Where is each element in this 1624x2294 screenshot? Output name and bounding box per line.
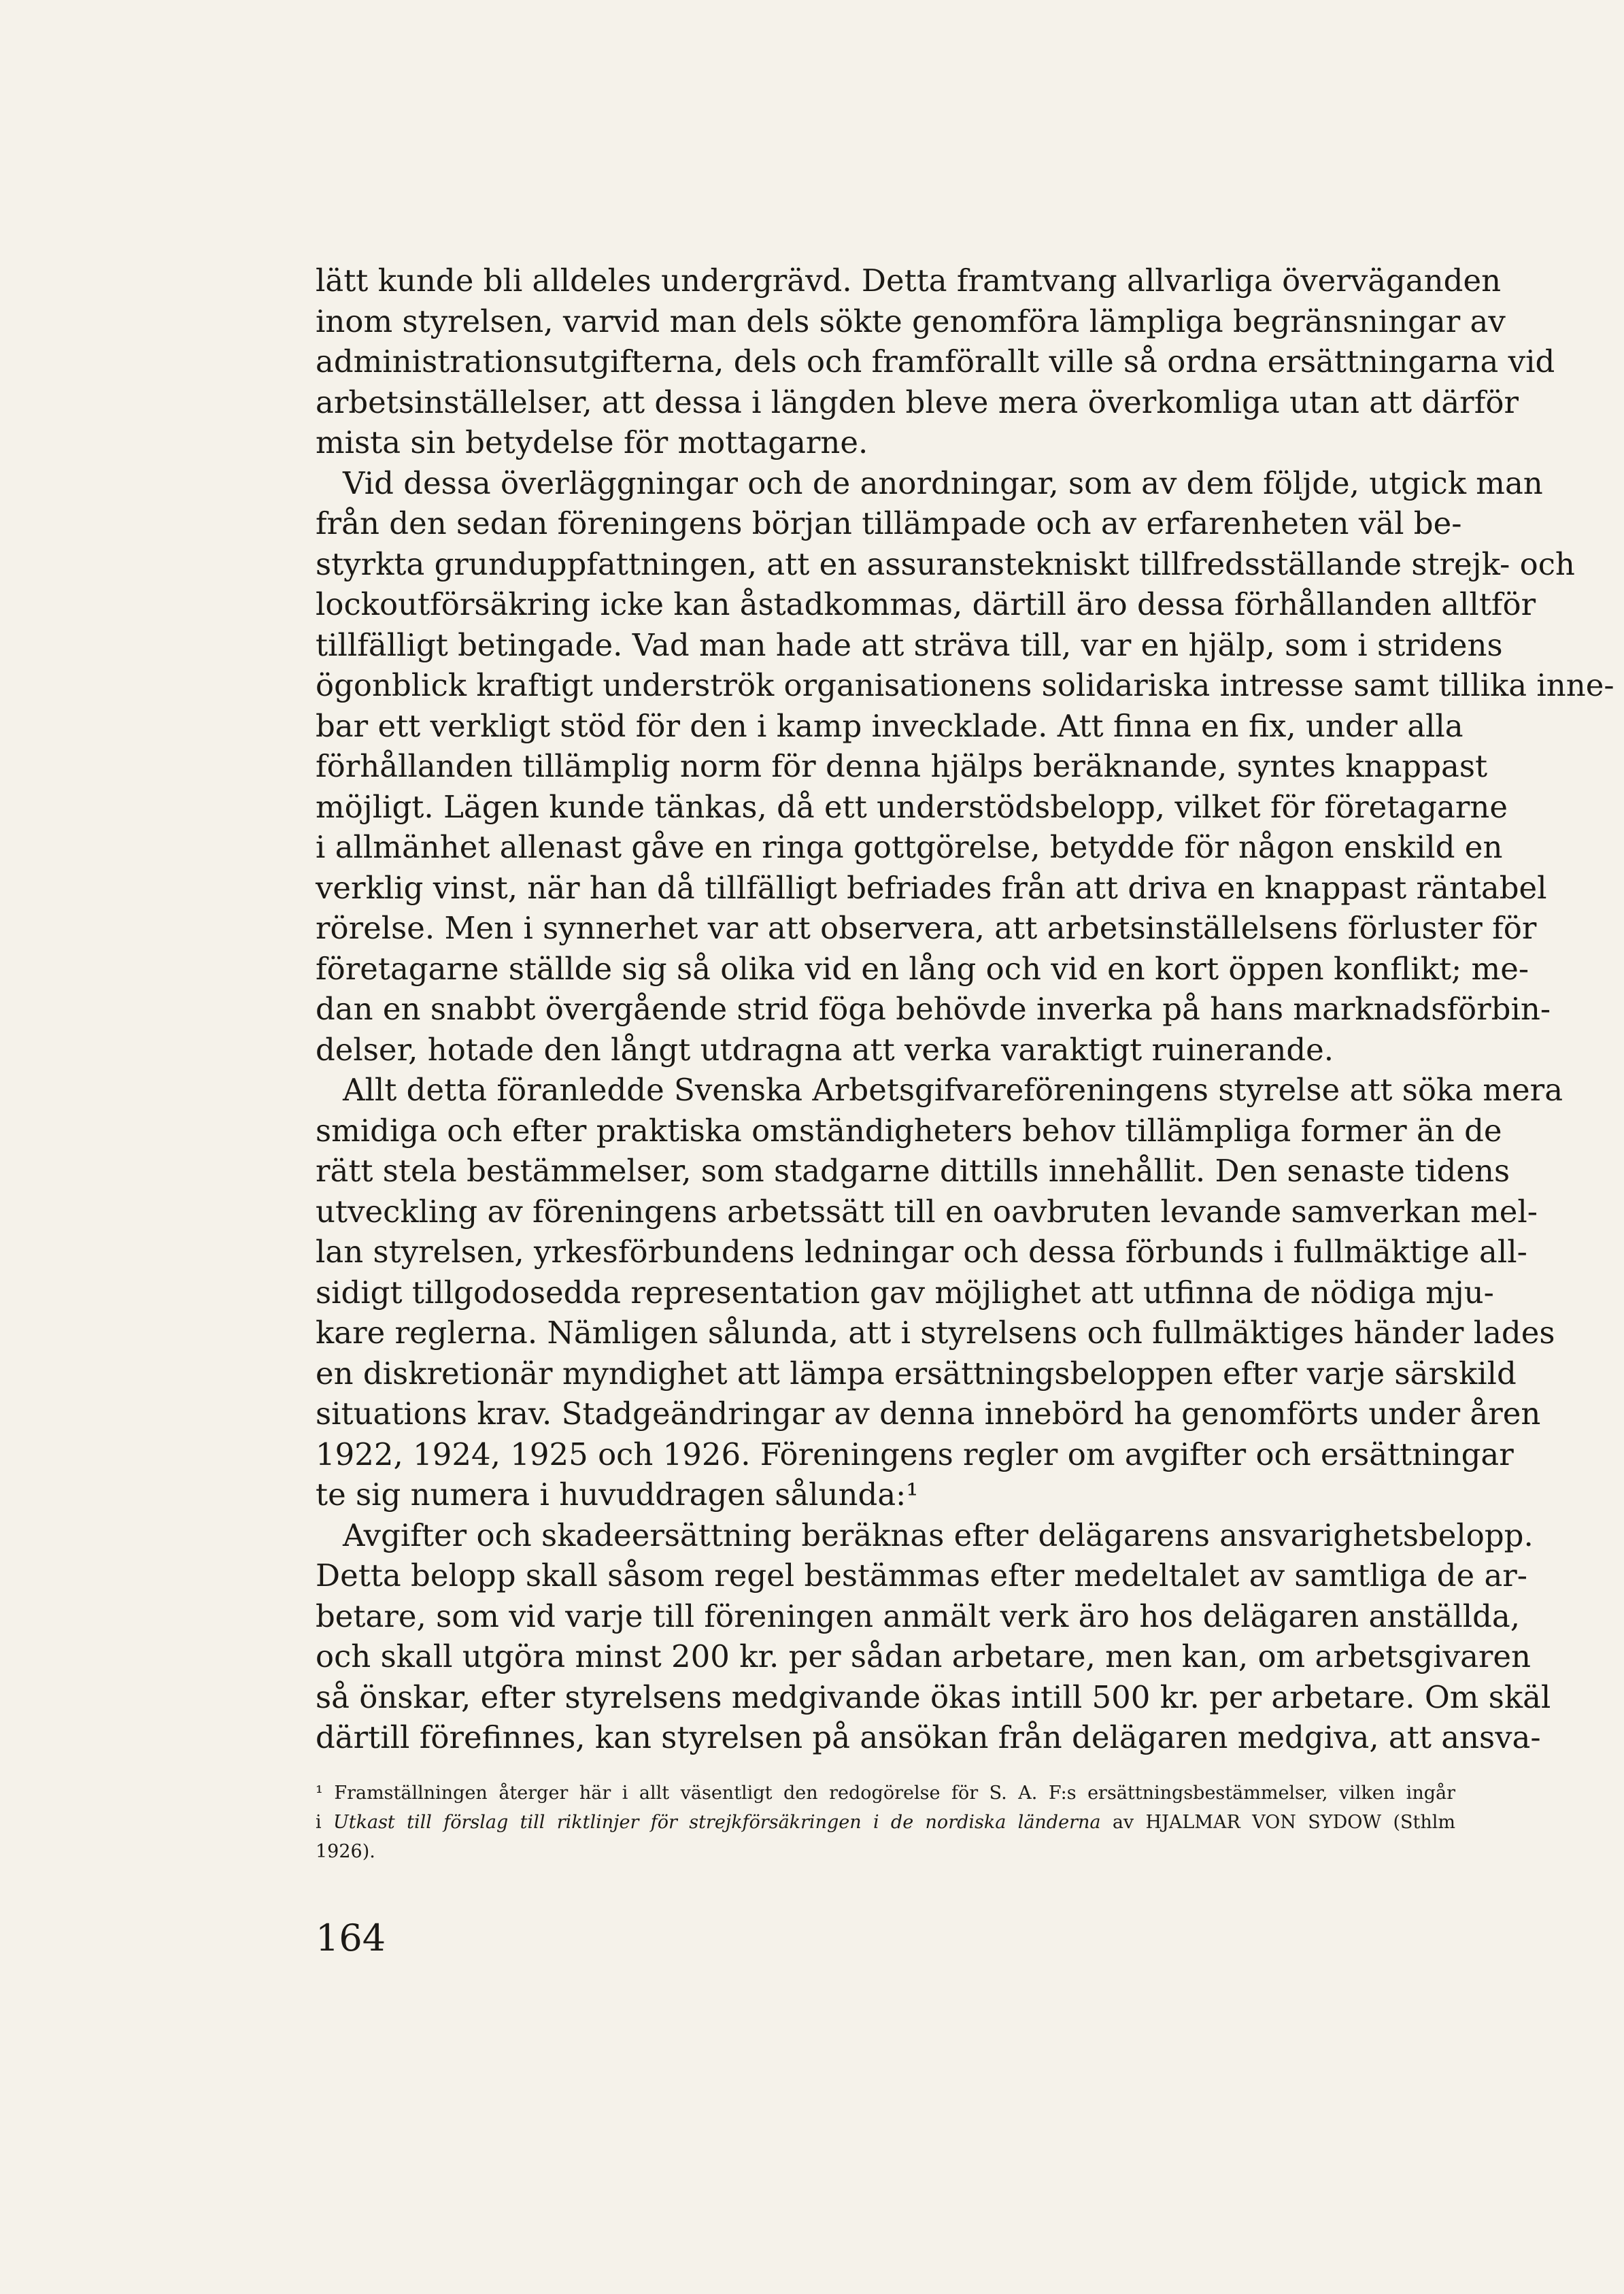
text-line: utveckling av föreningens arbetssätt till en oavbruten levande samverkan mel- [316,1193,1538,1230]
text-line: ögonblick kraftigt underströk organisationens solidariska intresse samt tillika inne- [316,667,1614,703]
text-line: därtill förefinnes, kan styrelsen på ansökan från delägaren medgiva, att ansva- [316,1719,1541,1755]
footnote-line: ¹ Framställningen återger här i allt väsentligt den redogörelse för S. A. F:s ersättningsbestämmelser, vilken ingår [316,1783,1455,1804]
text-line: smidiga och efter praktiska omständigheters behov tillämpliga former än de [316,1112,1502,1149]
text-line: tillfälligt betingade. Vad man hade att sträva till, var en hjälp, som i stridens [316,626,1503,663]
text-line: rätt stela bestämmelser, som stadgarne dittills innehållit. Den senaste tidens [316,1153,1510,1189]
text-line: så önskar, efter styrelsens medgivande ökas intill 500 kr. per arbetare. Om skäl [316,1679,1551,1715]
text-line: en diskretionär myndighet att lämpa ersättningsbeloppen efter varje särskild [316,1355,1517,1391]
text-line: Vid dessa överläggningar och de anordningar, som av dem följde, utgick man [343,465,1543,501]
text-line: företagarne ställde sig så olika vid en lång och vid en kort öppen konflikt; me- [316,950,1529,987]
text-line: rörelse. Men i synnerhet var att observera, att arbetsinställelsens förluster för [316,910,1537,946]
text-line: inom styrelsen, varvid man dels sökte genomföra lämpliga begränsningar av [316,303,1506,339]
text-line: kare reglerna. Nämligen sålunda, att i styrelsens och fullmäktiges händer lades [316,1315,1555,1351]
text-line: och skall utgöra minst 200 kr. per sådan arbetare, men kan, om arbetsgivaren [316,1638,1532,1674]
text-line: bar ett verkligt stöd för den i kamp invecklade. Att finna en fix, under alla [316,707,1464,744]
text-line: te sig numera i huvuddragen sålunda:¹ [316,1477,919,1513]
text-line: situations krav. Stadgeändringar av denna innebörd ha genomförts under åren [316,1396,1541,1432]
text-line: lätt kunde bli alldeles undergrävd. Detta framtvang allvarliga överväganden [316,263,1502,299]
text-line: verklig vinst, när han då tillfälligt befriades från att driva en knappast räntabel [316,869,1547,906]
footnote-text: av HJALMAR VON SYDOW (Sthlm [1112,1812,1455,1833]
text-line: från den sedan föreningens början tillämpade och av erfarenheten väl be- [316,505,1462,541]
text-line: i allmänhet allenast gåve en ringa gottgörelse, betydde för någon enskild en [316,829,1503,865]
page-number: 164 [316,1917,386,1959]
body-text [316,260,1614,1758]
text-line: möjligt. Lägen kunde tänkas, då ett understödsbelopp, vilket för företagarne [316,788,1508,825]
text-line: 1922, 1924, 1925 och 1926. Föreningens regler om avgifter och ersättningar [316,1436,1514,1472]
text-line: styrkta grunduppfattningen, att en assuranstekniskt tillfredsställande strejk- och [316,545,1575,582]
text-line: förhållanden tillämplig norm för denna hjälps beräknande, syntes knappast [316,748,1488,784]
text-line: arbetsinställelser, att dessa i längden bleve mera överkomliga utan att därför [316,384,1519,420]
text-line: lockoutförsäkring icke kan åstadkommas, därtill äro dessa förhållanden alltför [316,586,1536,622]
text-line: dan en snabbt övergående strid föga behövde inverka på hans marknadsförbin- [316,991,1551,1027]
text-line: Allt detta föranledde Svenska Arbetsgifvareföreningens styrelse att söka mera [343,1072,1563,1108]
footnote [316,1778,1455,1866]
footnote-text: i [316,1812,322,1833]
footnote-title: Utkast till förslag till riktlinjer för strejkförsäkringen i de nordiska länderna [333,1812,1101,1833]
footnote-line [316,1808,1455,1837]
text-line: Detta belopp skall såsom regel bestämmas efter medeltalet av samtliga de ar- [316,1557,1528,1593]
text-line: delser, hotade den långt utdragna att verka varaktigt ruinerande. [316,1031,1334,1068]
text-line: Avgifter och skadeersättning beräknas efter delägarens ansvarighetsbelopp. [343,1517,1534,1553]
text-line: betare, som vid varje till föreningen anmält verk äro hos delägaren anställda, [316,1598,1521,1634]
footnote-line: 1926). [316,1841,375,1862]
text-line: mista sin betydelse för mottagarne. [316,424,868,460]
text-line: sidigt tillgodosedda representation gav möjlighet att utfinna de nödiga mju- [316,1274,1494,1311]
text-line: administrationsutgifterna, dels och framförallt ville så ordna ersättningarna vid [316,343,1555,379]
text-line: lan styrelsen, yrkesförbundens ledningar och dessa förbunds i fullmäktige all- [316,1234,1527,1270]
